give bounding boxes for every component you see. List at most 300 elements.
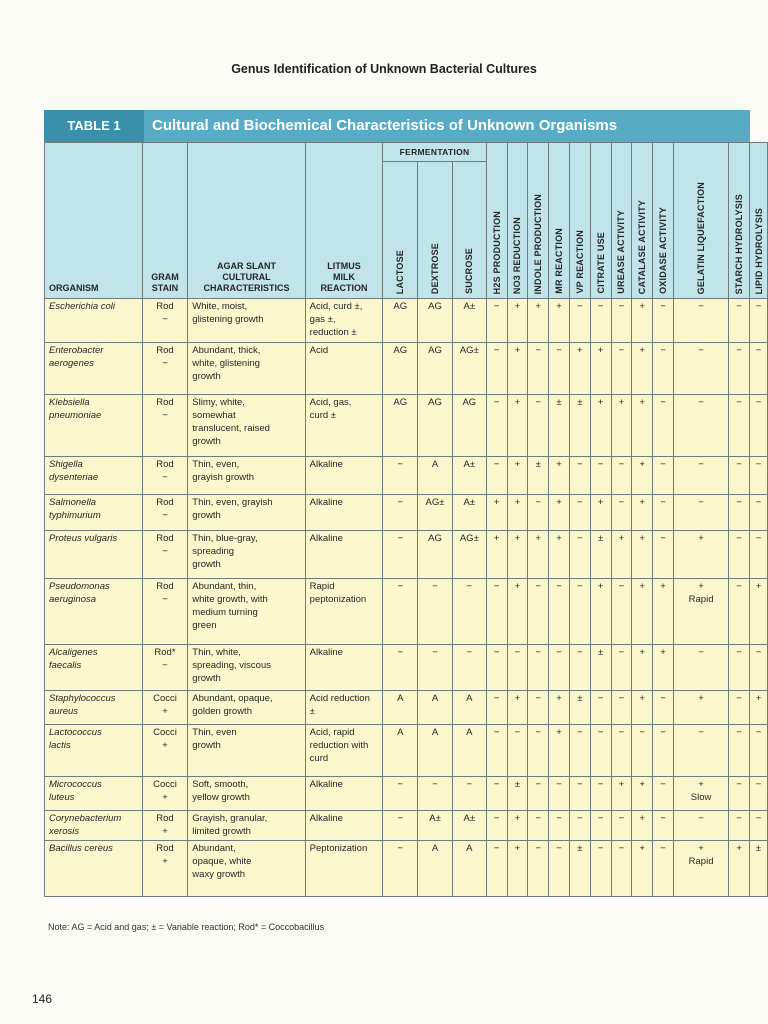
- gram-stain-cell: [142, 811, 188, 841]
- test-result-value: −: [577, 459, 583, 470]
- test-result-cell: [528, 457, 549, 495]
- test-result-cell: [590, 691, 611, 725]
- test-result-cell: [418, 841, 453, 897]
- agar-slant-cell-line: growth: [192, 510, 221, 521]
- test-result-cell: [383, 841, 418, 897]
- test-result-value: +: [639, 647, 645, 658]
- test-result-cell: [729, 299, 750, 343]
- litmus-milk-cell-line: reduction ±: [309, 327, 357, 338]
- test-result-cell: [486, 811, 507, 841]
- test-header: [750, 143, 768, 299]
- test-result-cell: [383, 457, 418, 495]
- agar-slant-cell-line: translucent, raised: [192, 423, 270, 434]
- test-result-value: −: [618, 647, 625, 658]
- agar-slant-cell-line: waxy growth: [192, 869, 246, 880]
- test-result-cell: [486, 691, 507, 725]
- test-result-value: +: [535, 533, 541, 544]
- test-result-value: −: [535, 779, 541, 790]
- gram-stain-cell-line: Rod: [156, 843, 174, 854]
- test-result-value: −: [514, 727, 521, 738]
- agar-slant-cell: [188, 395, 305, 457]
- test-result-value: −: [493, 779, 500, 790]
- test-result-cell: [653, 495, 674, 531]
- test-result-cell: [750, 725, 768, 777]
- test-header-label: CITRATE USE: [595, 232, 606, 294]
- test-result-cell: [486, 725, 507, 777]
- litmus-milk-cell: [305, 811, 383, 841]
- test-result-cell: [452, 299, 486, 343]
- test-header: [569, 143, 590, 299]
- organism-name-line: Pseudomonas: [49, 581, 110, 592]
- table-row: [45, 725, 768, 777]
- test-result-cell: [729, 725, 750, 777]
- test-result-value: −: [755, 647, 762, 658]
- gram-stain-cell-line: −: [162, 510, 168, 521]
- test-result-cell: [632, 645, 653, 691]
- test-header: [528, 143, 549, 299]
- test-result-cell: [507, 343, 528, 395]
- test-result-value: ±: [597, 647, 604, 658]
- test-result-value: A±: [463, 813, 476, 824]
- test-result-cell: [452, 777, 486, 811]
- test-result-value: AG: [393, 301, 408, 312]
- test-result-cell: [549, 299, 570, 343]
- litmus-milk-cell: [305, 579, 383, 645]
- test-result-value: −: [397, 497, 404, 508]
- test-result-cell: [590, 395, 611, 457]
- test-header: [507, 143, 528, 299]
- test-result-cell: [611, 725, 632, 777]
- organism-name-line: pneumoniae: [49, 410, 102, 421]
- test-result-value: +: [698, 581, 704, 592]
- test-result-value: +: [556, 533, 562, 544]
- test-result-value: +: [698, 533, 704, 544]
- test-result-cell: [653, 691, 674, 725]
- test-result-cell: [750, 457, 768, 495]
- test-result-value: −: [698, 647, 704, 658]
- test-result-cell: [632, 777, 653, 811]
- test-result-value: −: [397, 647, 404, 658]
- organism-name-line: typhimurium: [49, 510, 101, 521]
- test-result-value: +: [514, 533, 521, 544]
- test-result-cell: [750, 531, 768, 579]
- test-result-value: −: [698, 301, 704, 312]
- test-result-cell: [528, 299, 549, 343]
- test-result-value: ±: [535, 459, 541, 470]
- agar-slant-cell-line: Thin, even, grayish: [192, 497, 273, 508]
- agar-slant-cell-line: golden growth: [192, 706, 252, 717]
- litmus-milk-cell-line: Acid, curd ±,: [309, 301, 363, 312]
- test-result-value: +: [535, 301, 541, 312]
- test-header: [383, 162, 418, 299]
- test-result-cell: [569, 395, 590, 457]
- test-result-cell: [418, 495, 453, 531]
- test-result-value: +: [514, 301, 521, 312]
- agar-slant-cell-line: grayish growth: [192, 472, 255, 483]
- organism-name-line: lactis: [49, 740, 71, 751]
- test-result-cell: [729, 531, 750, 579]
- organism-name-line: Micrococcus: [49, 779, 102, 790]
- agar-slant-header-line: AGAR SLANT: [216, 261, 276, 271]
- test-result-value: +: [639, 843, 645, 854]
- test-result-value: −: [660, 843, 666, 854]
- organism-name-line: Staphylococcus: [49, 693, 116, 704]
- test-result-cell: [507, 531, 528, 579]
- test-header-label: STARCH HYDROLYSIS: [734, 193, 745, 294]
- test-result-value: −: [493, 345, 500, 356]
- test-result-value: −: [698, 397, 704, 408]
- agar-slant-cell-line: limited growth: [192, 826, 251, 837]
- test-result-value: A±: [463, 497, 476, 508]
- test-result-cell: [673, 299, 728, 343]
- test-result-cell: [632, 531, 653, 579]
- table-row: [45, 777, 768, 811]
- test-result-value: AG: [462, 397, 477, 408]
- test-result-cell: [486, 395, 507, 457]
- test-result-value: −: [556, 647, 562, 658]
- test-result-value: +: [618, 533, 625, 544]
- test-result-cell: [452, 343, 486, 395]
- test-result-cell: [611, 777, 632, 811]
- test-result-value: −: [493, 813, 500, 824]
- test-result-value: −: [639, 727, 645, 738]
- agar-slant-cell-line: somewhat: [192, 410, 236, 421]
- litmus-milk-cell: [305, 495, 383, 531]
- table-body: [45, 299, 768, 897]
- test-result-value: −: [577, 727, 583, 738]
- test-result-value: −: [556, 345, 562, 356]
- test-result-cell: [729, 691, 750, 725]
- litmus-milk-cell-line: Acid, gas,: [309, 397, 352, 408]
- test-result-value: +: [755, 581, 762, 592]
- test-header: [611, 143, 632, 299]
- test-result-cell: [611, 579, 632, 645]
- litmus-milk-cell-line: Alkaline: [309, 813, 343, 824]
- test-result-value: +: [514, 397, 521, 408]
- agar-slant-cell-line: Soft, smooth,: [192, 779, 249, 790]
- litmus-milk-cell-line: curd ±: [309, 410, 336, 421]
- test-result-value: −: [660, 813, 666, 824]
- organism-name: [45, 457, 143, 495]
- test-result-cell: [653, 531, 674, 579]
- test-result-value: +: [556, 301, 562, 312]
- litmus-milk-cell: [305, 531, 383, 579]
- test-header-label: CATALASE ACTIVITY: [637, 199, 648, 294]
- test-result-value: −: [535, 813, 541, 824]
- test-result-value: −: [660, 301, 666, 312]
- test-result-cell: [418, 457, 453, 495]
- fermentation-header: FERMENTATION: [383, 143, 486, 162]
- agar-slant-cell-line: growth: [192, 673, 221, 684]
- test-result-value: +: [639, 397, 645, 408]
- test-result-cell: [673, 725, 728, 777]
- test-header: [486, 143, 507, 299]
- test-result-value: −: [577, 779, 583, 790]
- characteristics-table: [44, 142, 768, 897]
- gram-stain-cell-line: +: [162, 740, 168, 751]
- gram-stain-cell: [142, 495, 188, 531]
- test-header-label: SUCROSE: [464, 248, 475, 294]
- test-result-cell: [418, 645, 453, 691]
- test-result-value: −: [597, 301, 604, 312]
- test-result-cell: [590, 457, 611, 495]
- test-result-value: Rapid: [688, 594, 714, 605]
- test-result-value: −: [397, 813, 404, 824]
- test-result-value: −: [698, 813, 704, 824]
- agar-slant-cell: [188, 495, 305, 531]
- test-result-value: +: [493, 497, 500, 508]
- test-result-value: +: [639, 345, 645, 356]
- test-header-label: UREASE ACTIVITY: [616, 210, 627, 294]
- test-result-value: −: [493, 693, 500, 704]
- test-result-cell: [418, 531, 453, 579]
- test-result-value: −: [432, 647, 438, 658]
- test-result-value: A: [397, 727, 404, 738]
- agar-slant-cell: [188, 691, 305, 725]
- test-result-value: +: [514, 459, 521, 470]
- test-result-cell: [452, 395, 486, 457]
- agar-slant-cell: [188, 343, 305, 395]
- test-result-cell: [632, 343, 653, 395]
- test-result-value: A: [466, 693, 473, 704]
- test-result-cell: [673, 841, 728, 897]
- gram-stain-cell-line: Rod: [156, 459, 174, 470]
- test-result-cell: [569, 691, 590, 725]
- gram-stain-cell: [142, 299, 188, 343]
- test-result-cell: [673, 343, 728, 395]
- agar-slant-cell-line: spreading, viscous: [192, 660, 271, 671]
- test-result-value: −: [397, 779, 404, 790]
- test-result-cell: [507, 725, 528, 777]
- test-result-value: ±: [577, 693, 583, 704]
- test-result-value: −: [556, 779, 562, 790]
- test-result-value: −: [698, 497, 704, 508]
- table-caption: Cultural and Biochemical Characteristics of Unknown Organisms: [152, 117, 618, 134]
- litmus-milk-cell: [305, 457, 383, 495]
- test-result-cell: [418, 811, 453, 841]
- gram-stain-cell-line: −: [162, 546, 168, 557]
- gram-stain-cell: [142, 645, 188, 691]
- page-number: 146: [32, 992, 53, 1006]
- test-result-value: −: [618, 301, 625, 312]
- organism-name-line: Shigella: [49, 459, 83, 470]
- test-result-cell: [611, 495, 632, 531]
- test-result-value: −: [618, 813, 625, 824]
- litmus-milk-cell-line: Alkaline: [309, 533, 343, 544]
- test-result-value: −: [755, 301, 762, 312]
- agar-slant-cell: [188, 457, 305, 495]
- organism-name-line: Bacillus cereus: [49, 843, 113, 854]
- test-result-value: +: [618, 779, 625, 790]
- agar-slant-cell-line: medium turning: [192, 607, 258, 618]
- test-result-value: −: [577, 497, 583, 508]
- test-result-cell: [486, 531, 507, 579]
- test-result-value: A: [397, 693, 404, 704]
- test-result-value: +: [514, 843, 521, 854]
- test-result-value: −: [736, 345, 742, 356]
- test-result-cell: [632, 691, 653, 725]
- test-result-value: +: [514, 813, 521, 824]
- test-result-value: +: [597, 581, 604, 592]
- gram-stain-cell-line: +: [162, 856, 168, 867]
- test-result-value: +: [639, 497, 645, 508]
- test-result-cell: [507, 811, 528, 841]
- test-result-cell: [590, 725, 611, 777]
- test-result-cell: [528, 811, 549, 841]
- test-result-value: −: [660, 397, 666, 408]
- test-result-cell: [569, 343, 590, 395]
- test-result-value: A±: [463, 459, 476, 470]
- test-result-value: −: [660, 693, 666, 704]
- test-result-cell: [569, 457, 590, 495]
- test-result-value: −: [698, 727, 704, 738]
- gram-stain-header-line: STAIN: [151, 283, 179, 293]
- table-label: TABLE 1: [44, 110, 144, 142]
- organism-name-line: luteus: [49, 792, 75, 803]
- test-header: [653, 143, 674, 299]
- gram-stain-cell: [142, 841, 188, 897]
- test-result-cell: [383, 645, 418, 691]
- test-result-value: +: [639, 301, 645, 312]
- test-result-value: −: [535, 581, 541, 592]
- test-result-cell: [611, 457, 632, 495]
- agar-slant-cell-line: Slimy, white,: [192, 397, 245, 408]
- test-result-cell: [569, 645, 590, 691]
- test-result-value: −: [618, 581, 625, 592]
- test-header-label: NO3 REDUCTION: [512, 216, 523, 294]
- test-result-cell: [383, 395, 418, 457]
- organism-name-line: Alcaligenes: [49, 647, 98, 658]
- test-header-label: LACTOSE: [395, 249, 406, 294]
- test-result-value: −: [736, 397, 742, 408]
- agar-slant-cell-line: yellow growth: [192, 792, 250, 803]
- agar-slant-cell-line: green: [192, 620, 217, 631]
- test-result-value: +: [639, 779, 645, 790]
- test-result-cell: [452, 841, 486, 897]
- litmus-milk-header: [305, 143, 383, 299]
- gram-stain-cell-line: −: [162, 410, 168, 421]
- test-result-cell: [528, 691, 549, 725]
- test-result-value: −: [466, 647, 473, 658]
- test-result-value: −: [466, 779, 473, 790]
- test-result-value: −: [432, 779, 438, 790]
- test-result-value: +: [639, 813, 645, 824]
- test-result-cell: [673, 457, 728, 495]
- test-result-value: AG±: [425, 497, 445, 508]
- test-result-value: +: [639, 693, 645, 704]
- test-result-cell: [673, 777, 728, 811]
- test-header-label: H2S PRODUCTION: [491, 210, 502, 294]
- test-result-value: +: [660, 647, 666, 658]
- agar-slant-cell-line: Abundant, thin,: [192, 581, 257, 592]
- test-result-value: −: [736, 533, 742, 544]
- test-result-value: ±: [577, 397, 583, 408]
- test-result-cell: [632, 457, 653, 495]
- test-result-cell: [528, 579, 549, 645]
- test-result-value: −: [535, 647, 541, 658]
- test-result-cell: [452, 531, 486, 579]
- gram-stain-cell-line: Cocci: [153, 779, 177, 790]
- test-result-cell: [507, 395, 528, 457]
- test-result-cell: [528, 725, 549, 777]
- test-result-cell: [486, 579, 507, 645]
- agar-slant-cell-line: growth: [192, 740, 221, 751]
- agar-slant-cell: [188, 841, 305, 897]
- test-result-cell: [507, 841, 528, 897]
- gram-stain-cell-line: −: [162, 358, 168, 369]
- litmus-milk-cell: [305, 777, 383, 811]
- test-header-label: MR REACTION: [554, 228, 564, 294]
- test-result-cell: [528, 343, 549, 395]
- litmus-milk-cell-line: Peptonization: [309, 843, 368, 854]
- test-result-cell: [673, 811, 728, 841]
- test-result-value: −: [597, 693, 604, 704]
- gram-stain-cell-line: Cocci: [153, 693, 177, 704]
- test-result-cell: [569, 725, 590, 777]
- test-result-value: −: [755, 533, 762, 544]
- test-result-value: −: [660, 779, 666, 790]
- test-header: [590, 143, 611, 299]
- test-result-cell: [452, 645, 486, 691]
- agar-slant-cell-line: growth: [192, 559, 221, 570]
- test-result-cell: [611, 645, 632, 691]
- test-result-value: −: [493, 301, 500, 312]
- organism-name: [45, 645, 143, 691]
- test-result-cell: [569, 579, 590, 645]
- organism-name: [45, 531, 143, 579]
- organism-name-line: faecalis: [49, 660, 82, 671]
- litmus-milk-cell-line: Rapid: [309, 581, 335, 592]
- test-result-value: +: [698, 843, 704, 854]
- gram-stain-cell-line: +: [162, 826, 168, 837]
- test-result-cell: [611, 395, 632, 457]
- test-result-value: +: [556, 497, 562, 508]
- test-result-value: −: [736, 813, 742, 824]
- test-result-cell: [507, 777, 528, 811]
- page-title: Genus Identification of Unknown Bacterial Cultures: [231, 62, 537, 76]
- test-result-cell: [452, 811, 486, 841]
- organism-name: [45, 691, 143, 725]
- agar-slant-cell: [188, 811, 305, 841]
- agar-slant-cell-line: opaque, white: [192, 856, 252, 867]
- test-result-value: +: [556, 459, 562, 470]
- gram-stain-cell-line: −: [162, 472, 168, 483]
- test-result-cell: [673, 395, 728, 457]
- test-result-cell: [653, 579, 674, 645]
- test-result-value: −: [397, 581, 404, 592]
- test-result-cell: [729, 457, 750, 495]
- test-result-cell: [729, 645, 750, 691]
- agar-slant-cell: [188, 777, 305, 811]
- test-result-cell: [590, 777, 611, 811]
- test-result-cell: [486, 495, 507, 531]
- test-result-value: −: [577, 647, 583, 658]
- test-result-value: −: [577, 301, 583, 312]
- litmus-milk-header-line: LITMUS: [327, 261, 361, 271]
- organism-header: ORGANISM: [45, 143, 143, 299]
- test-result-value: +: [698, 693, 704, 704]
- table-row: [45, 579, 768, 645]
- test-result-value: +: [577, 345, 583, 356]
- test-result-value: −: [397, 459, 404, 470]
- test-result-value: +: [660, 581, 666, 592]
- test-result-value: −: [736, 301, 742, 312]
- test-result-value: +: [639, 459, 645, 470]
- test-result-cell: [549, 531, 570, 579]
- test-result-value: −: [736, 693, 742, 704]
- agar-slant-cell: [188, 725, 305, 777]
- test-result-value: −: [556, 813, 562, 824]
